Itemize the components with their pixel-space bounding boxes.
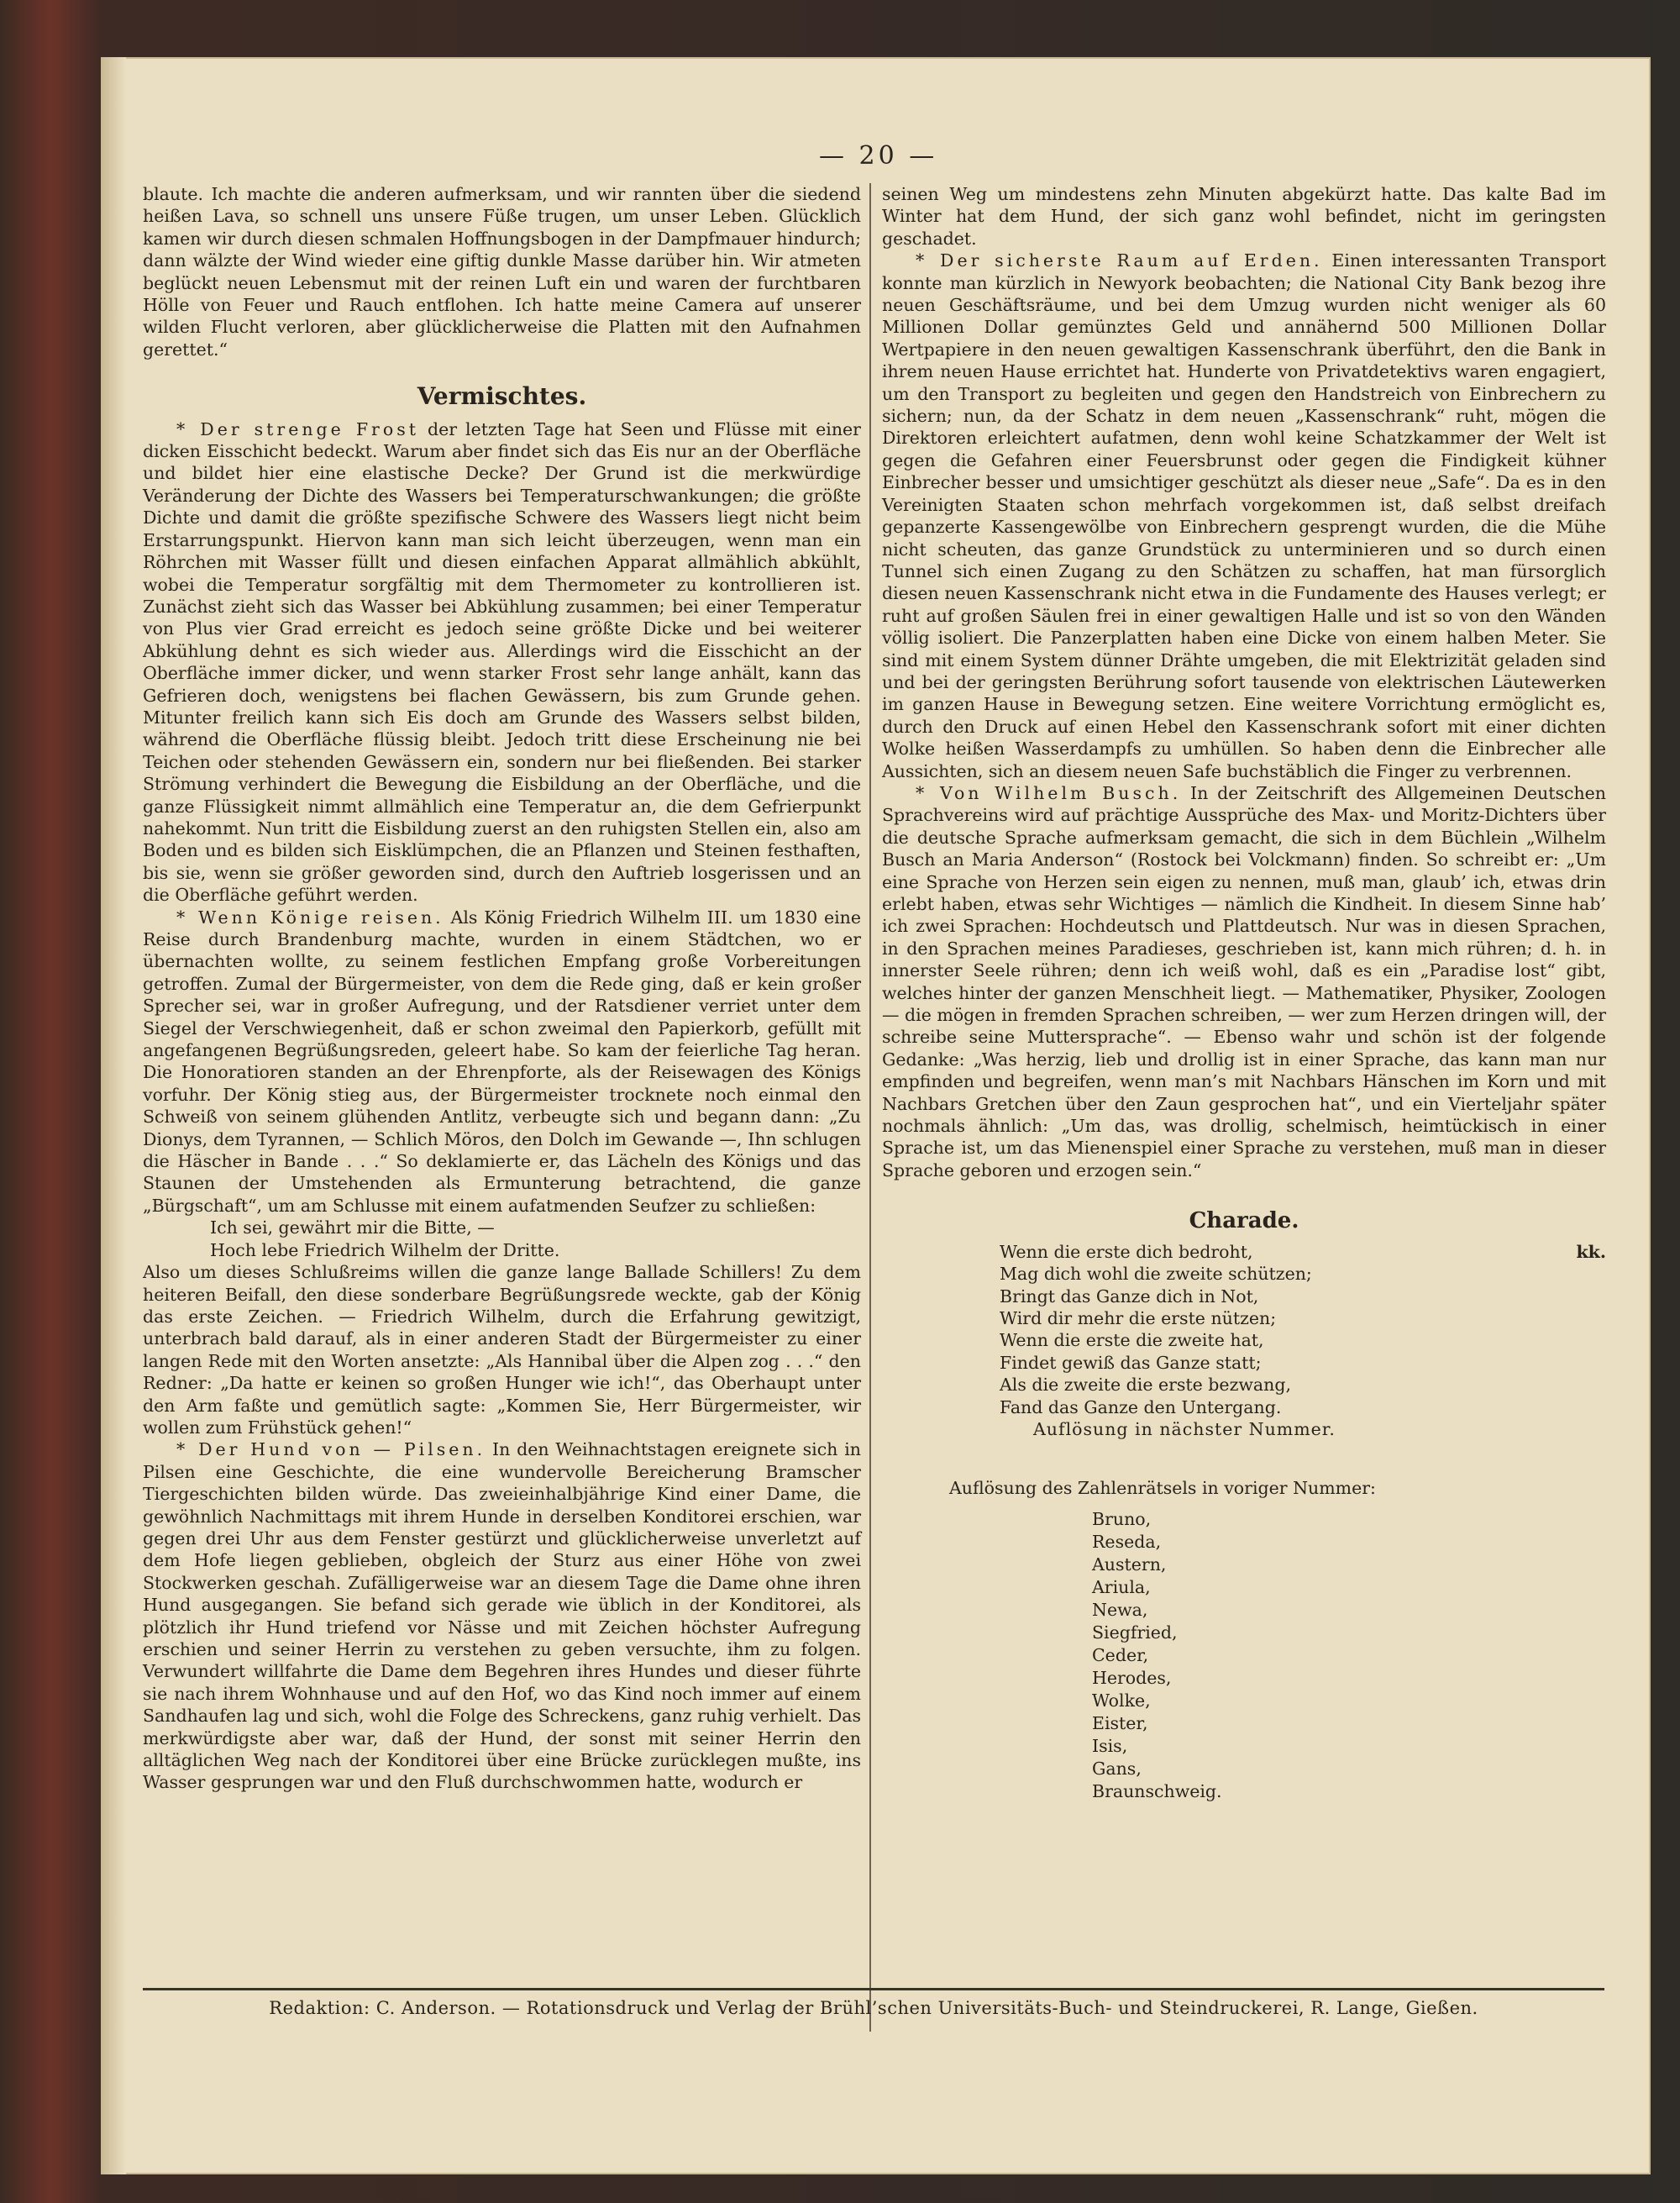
charade-verse [1000,1241,1606,1418]
story-conclusion: blaute. Ich machte die anderen aufmerksam, und wir rannten über die siedend heißen Lava, so schnell uns unsere Füße trugen, um unser Leben. Glücklich kamen wir durch diesen schmalen Hoffnungsbogen in der Dampfmauer hindurch; dann wälzte der Wind wieder eine giftig dunkle Masse darüber hin. Wir atmeten beglückt neuen Lebensmut mit der reinen Luft ein und waren der furchtbaren Hölle von Feuer und Rauch entflohen. Ich hatte meine Camera auf unserer wilden Flucht verloren, aber glücklicherweise die Platten mit den Aufnahmen gerettet.“ [143,184,861,360]
solution-title: Auflösung des Zahlenrätsels in voriger Nummer: [949,1478,1376,1499]
charade-line: Mag dich wohl die zweite schützen; [1000,1264,1312,1285]
article-dog-lead: * Der Hund von — Pilsen. [176,1439,486,1460]
solution-word: Ariula, [1092,1576,1151,1597]
verse-quote [210,1217,861,1261]
solution-word: Wolke, [1092,1690,1151,1711]
solution-word: Herodes, [1092,1667,1172,1688]
left-column [143,183,861,1794]
imprint-footer: Redaktion: C. Anderson. — Rotationsdruck und Verlag der Brühl’schen Universitäts-Buch- und Steindruckerei, R. Lange, Gießen. [269,1998,1478,2018]
page-gutter [101,57,126,2174]
article-kings [143,907,861,1217]
charade-title: Charade. [1189,1208,1299,1234]
verse-line: Ich sei, gewährt mir die Bitte, — [210,1217,495,1238]
charade-line: Fand das Ganze den Untergang. [1000,1396,1282,1417]
charade-line: Als die zweite die erste bezwang, [1000,1375,1291,1396]
article-frost [143,418,861,907]
solution-word: Eister, [1092,1712,1148,1733]
charade-line: Findet gewiß das Ganze statt; [1000,1352,1262,1373]
solution-word: Newa, [1092,1599,1148,1620]
article-busch-text: In der Zeitschrift des Allgemeinen Deutschen Sprachvereins wird auf prächtige Aussprüche des Max- und Moritz-Dichters über die deutsche Sprache aufmerksam gemacht, die sich in dem Büchlein „Wilhelm Busch an Maria Anderson“ (Rostock bei Volckmann) finden. So schreibt er: „Um eine Sprache von Herzen sein eigen zu nennen, muß man, glaub’ ich, etwas drin erlebt haben, etwas sehr Wichtiges — nämlich die Kindheit. In diesem Sinne hab’ ich zwei Sprachen: Hochdeutsch und Plattdeutsch. Nur was in diesen Sprachen, in den Sprachen meines Paradieses, geschrieben ist, kann mich rühren; d. h. in innerster Seele rühren; denn ich weiß wohl, daß es ein „Paradise lost“ gibt, welches hinter der ganzen Menschheit liegt. — Mathematiker, Physiker, Zoologen — die mögen in fremden Sprachen schreiben, — wer zum Herzen dringen will, der schreibe seine Muttersprache“. — Ebenso wahr und schön ist der folgende Gedanke: „Was herzig, lieb und drollig ist in einer Sprache, das kann man nur empfinden und begreifen, wenn man’s mit Nachbars Hänschen im Korn und mit Nachbars Gretchen über den Zaun gesprochen hat“, und ein Vierteljahr später nochmals ähnlich: „Um das, was drollig, schelmisch, heimtückisch in einer Sprache ist, um das Mienenspiel einer Sprache zu verstehen, muß man in dieser Sprache geboren und erzogen sein.“ [882,782,1606,1180]
charade-signature: kk. [1576,1241,1606,1262]
page-number: — 20 — [819,141,938,171]
solution-word: Reseda, [1092,1531,1162,1552]
article-safe [882,250,1606,782]
solution-word: Austern, [1092,1554,1167,1575]
column-divider [869,183,871,2032]
solution-word: Gans, [1092,1758,1142,1779]
article-dog-text: In den Weihnachtstagen ereignete sich in Pilsen eine Geschichte, die eine wundervolle Bereicherung Bramscher Tiergeschichten bilden würde. Das zweieinhalbjährige Kind einer Dame, die gewöhnlich Nachmittags mit ihrem Hunde in derselben Konditorei erschien, war gegen drei Uhr aus dem Fenster gestürzt und glücklicherweise unverletzt auf dem Hofe liegen geblieben, obgleich der Sturz aus einer Höhe von zwei Stockwerken geschah. Zufälligerweise war an diesem Tage die Dame ohne ihren Hund ausgegangen. Sie befand sich gerade wie üblich in der Konditorei, als plötzlich ihr Hund triefend vor Nässe und mit Zeichen höchster Aufregung erschien und seiner Herrin zu verstehen zu geben versuchte, ihm zu folgen. Verwundert willfahrte die Dame dem Begehren ihres Hundes und dieser führte sie nach ihrem Wohnhause und auf den Hof, wo das Kind noch immer auf einem Sandhaufen lag und sich, wohl die Folge des Schreckens, ganz ruhig verhielt. Das merkwürdigste aber war, daß der Hund, der sonst mit seiner Herrin den alltäglichen Weg nach der Konditorei über eine Brücke zurücklegen mußte, ins Wasser gesprungen war und den Fluß durchschwommen hatte, wodurch er [143,1439,861,1793]
article-frost-text: der letzten Tage hat Seen und Flüsse mit einer dicken Eisschicht bedeckt. Warum aber findet sich das Eis nur an der Oberfläche und bildet hier eine elastische Decke? Der Grund ist die merkwürdige Veränderung der Dichte des Wassers bei Temperaturschwankungen; die größte Dichte und damit die größte spezifische Schwere des Wassers liegt nicht beim Erstarrungspunkt. Hiervon kann man sich leicht überzeugen, wenn man ein Röhrchen mit Wasser füllt und diesen einfachen Apparat allmählich abkühlt, wobei die Temperatur sorgfältig mit dem Thermometer zu kontrollieren ist. Zunächst zieht sich das Wasser bei Abkühlung zusammen; bei einer Temperatur von Plus vier Grad erreicht es jedoch seine größte Dicke und bei weiterer Abkühlung dehnt es sich wieder aus. Allerdings wird die Eisschicht an der Oberfläche immer dicker, und wenn starker Frost sehr lange anhält, kann das Gefrieren doch, wenigstens bei flachen Gewässern, bis zum Grunde gehen. Mitunter freilich kann sich Eis doch am Grunde des Wassers selbst bilden, während die Oberfläche flüssig bleibt. Jedoch tritt diese Erscheinung nie bei Teichen oder stehenden Gewässern ein, sondern nur bei fließenden. Bei starker Strömung verhindert die Bewegung die Eisbildung an der Oberfläche, und die ganze Flüssigkeit nimmt allmählich eine Temperatur an, die dem Gefrierpunkt nahekommt. Nun tritt die Eisbildung zuerst an den ruhigsten Stellen ein, also am Boden und es bilden sich Eisklümpchen, die an Pflanzen und Steinen festhaften, bis sie, wenn sie größer geworden sind, durch den Auftrieb losgerissen und an die Oberfläche geführt werden. [143,418,861,906]
article-busch [882,782,1606,1181]
solution-word: Siegfried, [1092,1622,1178,1643]
article-dog-continued: seinen Weg um mindestens zehn Minuten abgekürzt hatte. Das kalte Bad im Winter hat dem Hund, der sich ganz wohl befindet, nicht im geringsten geschadet. [882,184,1606,249]
right-column [882,183,1606,1803]
article-kings-lead: * Wenn Könige reisen. [176,907,444,928]
section-title: Vermischtes. [417,382,587,411]
footer-rule [143,1988,1604,1990]
article-busch-lead: * Von Wilhelm Busch. [916,782,1182,803]
newspaper-page [101,57,1651,2174]
charade-line: Wenn die erste die zweite hat, [1000,1330,1264,1351]
verse-line: Hoch lebe Friedrich Wilhelm der Dritte. [210,1239,560,1260]
article-safe-text: Einen interessanten Transport konnte man kürzlich in Newyork beobachten; die National City Bank bezog ihre neuen Geschäftsräume, und bei dem Umzug wurden nicht weniger als 60 Millionen Dollar gemünztes Geld und annähernd 500 Millionen Dollar Wertpapiere in den neuen gewaltigen Kassenschrank überführt, den die Bank in ihrem neuen Hause errichtet hat. Hunderte von Privatdetektivs waren engagiert, um den Transport zu begleiten und gegen den Handstreich von Einbrechern zu sichern; nun, da der Schatz in dem neuen „Kassenschrank“ ruht, mögen die Direktoren erleichtert aufatmen, denn wohl keine Schatzkammer der Welt ist gegen die Gefahren einer Feuersbrunst oder gegen die Findigkeit kühner Einbrecher besser und umsichtiger geschützt als dieser neue „Safe“. Da es in den Vereinigten Staaten schon mehrfach vorgekommen ist, daß selbst dreifach gepanzerte Kassengewölbe von Einbrechern gesprengt wurden, die die Mühe nicht scheuten, das ganze Grundstück zu unterminieren und so durch einen Tunnel sich einen Zugang zu den Schätzen zu schaffen, hat man fürsorglich diesen neuen Kassenschrank nicht etwa in die Fundamente des Hauses verlegt; er ruht auf großen Säulen frei in einer gewaltigen Halle und ist so von den Wänden völlig isoliert. Die Panzerplatten haben eine Dicke von einem halben Meter. Sie sind mit einem System dünner Drähte umgeben, die mit Elektrizität geladen sind und bei der geringsten Berührung sofort tausende von elektrischen Läutewerken im ganzen Hause in Bewegung setzen. Eine weitere Vorrichtung ermöglicht es, durch den Druck auf einen Hebel den Kassenschrank sofort mit einer dichten Wolke heißen Wasserdampfs zu umhüllen. So haben denn die Einbrecher alle Aussichten, sich an diesem neuen Safe buchstäblich die Finger zu verbrennen. [882,250,1606,781]
article-kings-text: Als König Friedrich Wilhelm III. um 1830 eine Reise durch Brandenburg machte, wurden in einem Städtchen, wo er übernachten wollte, zu seinem festlichen Empfang große Vorbereitungen getroffen. Zumal der Bürgermeister, von dem die Rede ging, daß er kein großer Sprecher sei, war in großer Aufregung, und der Ratsdiener verriet unter dem Siegel der Verschwiegenheit, daß er schon zweimal den Papierkorb, gefüllt mit angefangenen Begrüßungsreden, geleert habe. So kam der feierliche Tag heran. Die Honoratioren standen an der Ehrenpforte, als der Reisewagen des Königs vorfuhr. Der König stieg aus, der Bürgermeister trocknete noch einmal den Schweiß von seinem glühenden Antlitz, verbeugte sich und begann dann: „Zu Dionys, dem Tyrannen, — Schlich Möros, den Dolch im Gewande —, Ihn schlugen die Häscher in Bande . . .“ So deklamierte er, das Lächeln des Königs und das Staunen der Umstehenden als Ermunterung betrachtend, die ganze „Bürgschaft“, um am Schlusse mit einem aufatmenden Seufzer zu schließen: [143,907,861,1216]
solution-word: Bruno, [1092,1508,1152,1529]
article-kings-continued: Also um dieses Schlußreims willen die ganze lange Ballade Schillers! Zu dem heiteren Beifall, den diese sonderbare Begrüßungsrede weckte, gab der König das erste Zeichen. — Friedrich Wilhelm, durch die Erfahrung gewitzigt, unterbrach bald darauf, als in einer anderen Stadt der Bürgermeister zu einer langen Rede mit den Worten ansetzte: „Als Hannibal über die Alpen zog . . .“ den Redner: „Da hatte er keinen so großen Hunger wie ich!“, das Oberhaupt unter den Arm faßte und gemütlich sagte: „Kommen Sie, Herr Bürgermeister, wir wollen zum Frühstück gehen!“ [143,1262,861,1438]
charade-line: Bringt das Ganze dich in Not, [1000,1286,1259,1307]
article-safe-lead: * Der sicherste Raum auf Erden. [916,250,1323,271]
charade-answer-note: Auflösung in nächster Nummer. [1033,1418,1336,1439]
charade-line: Wenn die erste dich bedroht, [1000,1241,1253,1262]
solution-list [1092,1508,1606,1803]
solution-word: Isis, [1092,1735,1128,1756]
article-frost-lead: * Der strenge Frost [176,418,419,439]
solution-word: Braunschweig. [1092,1780,1222,1801]
article-dog [143,1438,861,1794]
charade-line: Wird dir mehr die erste nützen; [1000,1307,1277,1328]
solution-word: Ceder, [1092,1644,1149,1665]
